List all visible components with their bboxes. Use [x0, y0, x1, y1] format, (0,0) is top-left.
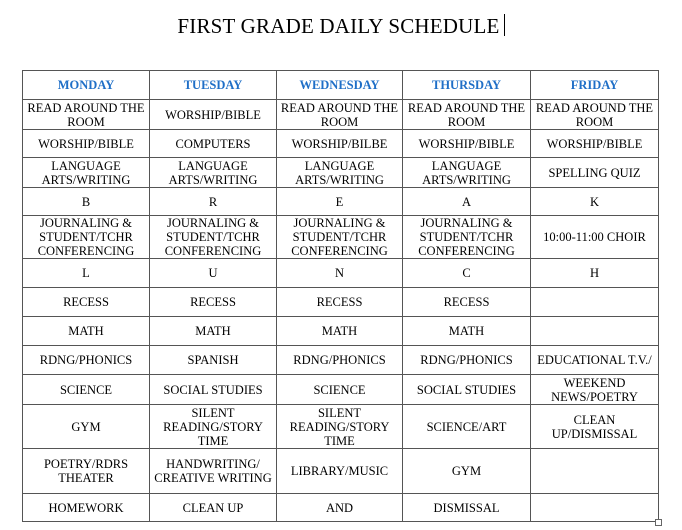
table-cell: READ AROUND THE ROOM — [277, 100, 403, 130]
table-cell: WEEKEND NEWS/POETRY — [531, 375, 659, 405]
table-cell: JOURNALING & STUDENT/TCHR CONFERENCING — [150, 216, 277, 259]
table-cell: COMPUTERS — [150, 130, 277, 158]
table-cell: LANGUAGE ARTS/WRITING — [23, 158, 150, 188]
resize-handle[interactable] — [655, 519, 662, 526]
table-cell — [531, 449, 659, 494]
table-cell: LANGUAGE ARTS/WRITING — [403, 158, 531, 188]
table-row — [23, 375, 659, 405]
table-cell: RDNG/PHONICS — [403, 346, 531, 375]
header-row — [23, 71, 659, 100]
document-title-text: FIRST GRADE DAILY SCHEDULE — [177, 14, 500, 38]
table-cell: C — [403, 259, 531, 288]
table-cell: MATH — [403, 317, 531, 346]
table-cell: N — [277, 259, 403, 288]
table-row — [23, 100, 659, 130]
table-cell — [531, 288, 659, 317]
table-cell: DISMISSAL — [403, 494, 531, 522]
table-cell: HOMEWORK — [23, 494, 150, 522]
table-cell: RECESS — [23, 288, 150, 317]
table-cell: A — [403, 188, 531, 216]
table-cell: L — [23, 259, 150, 288]
table-cell: SPELLING QUIZ — [531, 158, 659, 188]
table-cell: SILENT READING/STORY TIME — [150, 405, 277, 449]
table-row — [23, 130, 659, 158]
table-cell: READ AROUND THE ROOM — [403, 100, 531, 130]
table-cell — [531, 494, 659, 522]
table-cell: MATH — [277, 317, 403, 346]
table-row — [23, 188, 659, 216]
table-cell: SCIENCE — [23, 375, 150, 405]
table-row — [23, 288, 659, 317]
table-cell: R — [150, 188, 277, 216]
table-cell: H — [531, 259, 659, 288]
table-cell: SILENT READING/STORY TIME — [277, 405, 403, 449]
table-cell: WORSHIP/BIBLE — [23, 130, 150, 158]
table-row — [23, 405, 659, 449]
table-cell: SCIENCE/ART — [403, 405, 531, 449]
schedule-table — [22, 70, 659, 522]
table-cell: B — [23, 188, 150, 216]
table-cell: LANGUAGE ARTS/WRITING — [150, 158, 277, 188]
table-cell: MATH — [23, 317, 150, 346]
table-cell: POETRY/RDRS THEATER — [23, 449, 150, 494]
table-cell: RDNG/PHONICS — [23, 346, 150, 375]
table-cell: 10:00-11:00 CHOIR — [531, 216, 659, 259]
table-row — [23, 494, 659, 522]
table-cell: LANGUAGE ARTS/WRITING — [277, 158, 403, 188]
table-cell: RECESS — [150, 288, 277, 317]
col-thursday: THURSDAY — [403, 71, 531, 100]
table-cell: JOURNALING & STUDENT/TCHR CONFERENCING — [277, 216, 403, 259]
table-cell: WORSHIP/BIBLE — [150, 100, 277, 130]
table-cell: WORSHIP/BILBE — [277, 130, 403, 158]
table-cell: U — [150, 259, 277, 288]
table-cell: SOCIAL STUDIES — [403, 375, 531, 405]
table-cell: EDUCATIONAL T.V./ — [531, 346, 659, 375]
table-cell — [531, 317, 659, 346]
table-cell: MATH — [150, 317, 277, 346]
table-cell: LIBRARY/MUSIC — [277, 449, 403, 494]
table-cell: CLEAN UP/DISMISSAL — [531, 405, 659, 449]
table-cell: WORSHIP/BIBLE — [531, 130, 659, 158]
table-cell: SCIENCE — [277, 375, 403, 405]
col-tuesday: TUESDAY — [150, 71, 277, 100]
table-cell: CLEAN UP — [150, 494, 277, 522]
table-cell: WORSHIP/BIBLE — [403, 130, 531, 158]
table-cell: AND — [277, 494, 403, 522]
table-cell: RECESS — [403, 288, 531, 317]
table-cell: K — [531, 188, 659, 216]
table-cell: GYM — [23, 405, 150, 449]
table-row — [23, 317, 659, 346]
table-cell: HANDWRITING/ CREATIVE WRITING — [150, 449, 277, 494]
document-title — [0, 14, 682, 39]
table-cell: RECESS — [277, 288, 403, 317]
table-cell: READ AROUND THE ROOM — [23, 100, 150, 130]
table-row — [23, 449, 659, 494]
table-row — [23, 216, 659, 259]
col-monday: MONDAY — [23, 71, 150, 100]
table-cell: E — [277, 188, 403, 216]
col-friday: FRIDAY — [531, 71, 659, 100]
table-cell: JOURNALING & STUDENT/TCHR CONFERENCING — [403, 216, 531, 259]
table-cell: GYM — [403, 449, 531, 494]
table-cell: SPANISH — [150, 346, 277, 375]
schedule-body — [23, 100, 659, 522]
table-row — [23, 158, 659, 188]
text-cursor — [504, 14, 505, 36]
table-cell: RDNG/PHONICS — [277, 346, 403, 375]
table-cell: JOURNALING & STUDENT/TCHR CONFERENCING — [23, 216, 150, 259]
table-cell: SOCIAL STUDIES — [150, 375, 277, 405]
table-row — [23, 259, 659, 288]
table-cell: READ AROUND THE ROOM — [531, 100, 659, 130]
col-wednesday: WEDNESDAY — [277, 71, 403, 100]
table-row — [23, 346, 659, 375]
